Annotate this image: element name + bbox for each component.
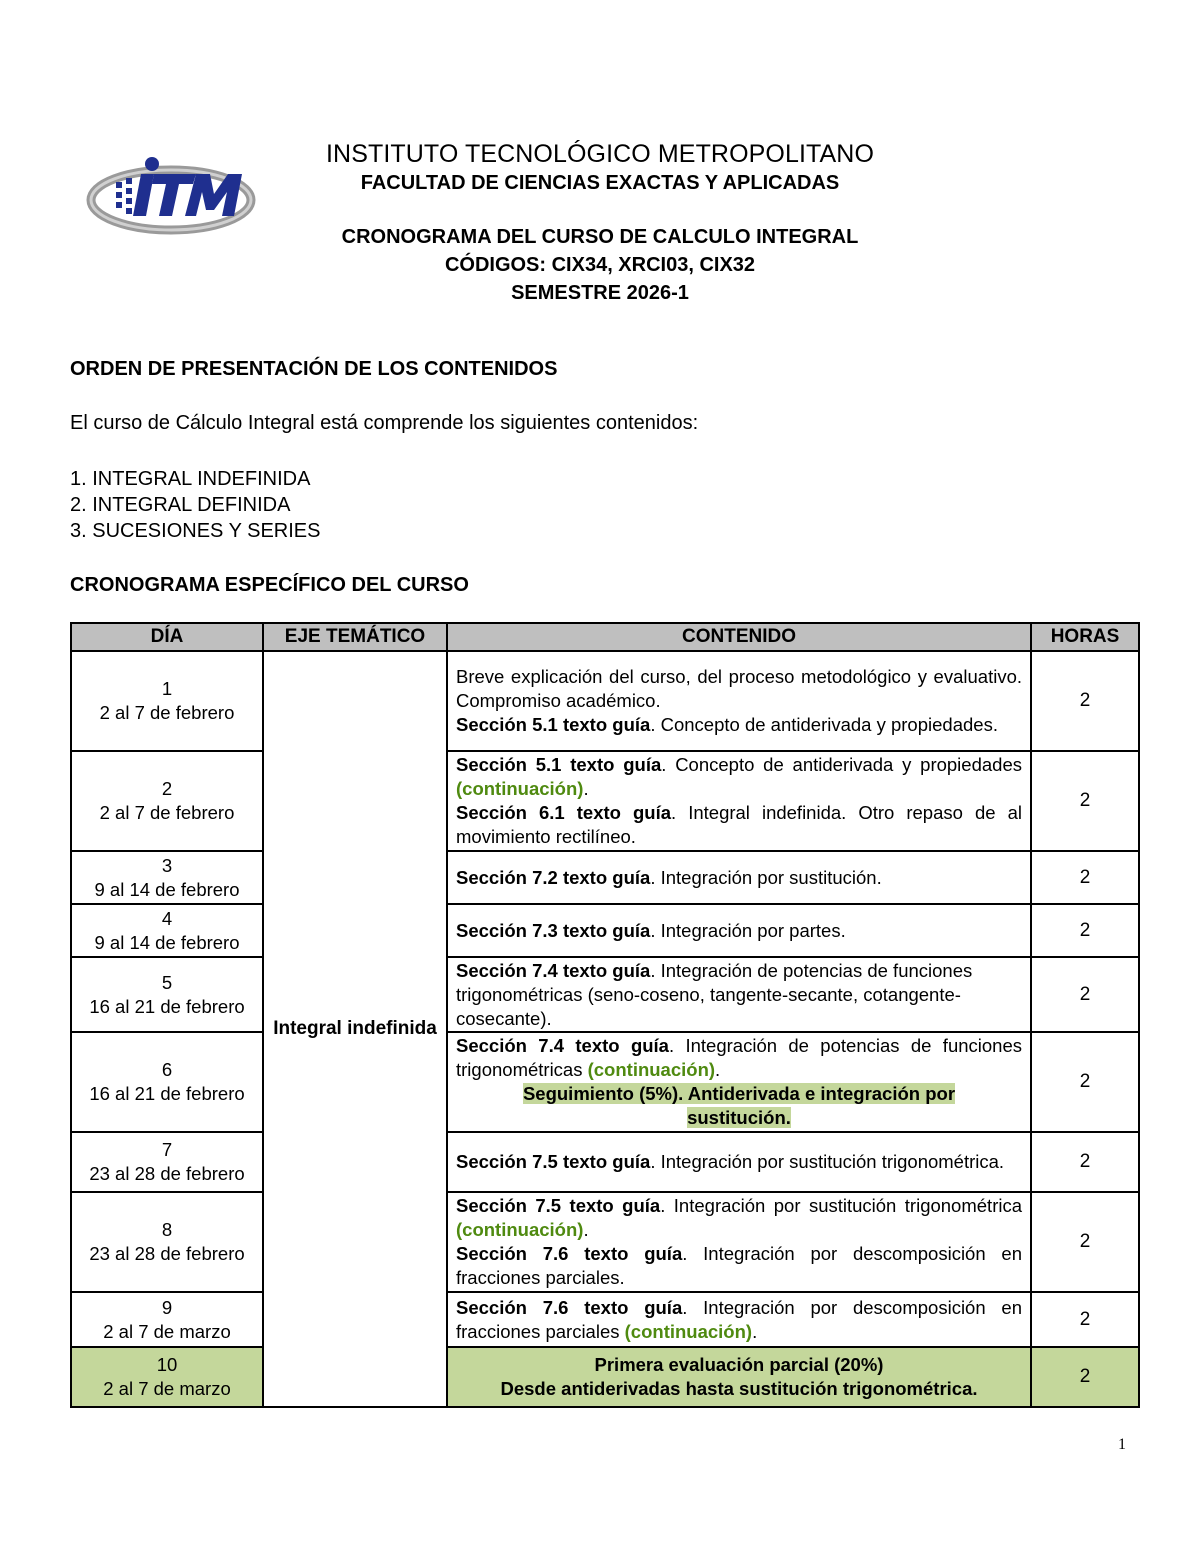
table-row (71, 1132, 1139, 1192)
list-item: 3. SUCESIONES Y SERIES (70, 520, 321, 542)
day-dates: 2 al 7 de marzo (103, 1378, 231, 1399)
day-dates: 9 al 14 de febrero (94, 931, 240, 953)
table-row (71, 957, 1139, 1032)
day-cell (71, 1292, 263, 1347)
course-title: CRONOGRAMA DEL CURSO DE CALCULO INTEGRAL (341, 226, 859, 248)
hours-cell: 2 (1031, 904, 1139, 957)
section-ref: Sección 7.6 texto guía (456, 1243, 683, 1264)
section-ref: Sección 7.5 texto guía (456, 1195, 661, 1216)
day-cell (71, 1192, 263, 1292)
intro-text: El curso de Cálculo Integral está comprende los siguientes contenidos: (70, 412, 699, 434)
content-text: . Integración por descomposición en fracciones parciales (456, 1296, 1022, 1342)
day-dates: 23 al 28 de febrero (89, 1163, 245, 1184)
section-ref: Sección 7.5 texto guía (456, 1151, 651, 1172)
hours-cell: 2 (1031, 957, 1139, 1032)
content-text: . Concepto de antiderivada y propiedades. (650, 714, 998, 735)
section-ref: Sección 7.4 texto guía (456, 1035, 669, 1056)
header-dia: DÍA (71, 623, 263, 651)
section-ref: Sección 7.2 texto guía (456, 866, 651, 888)
schedule-table (70, 622, 1140, 1408)
table-row (71, 1347, 1139, 1407)
day-cell (71, 651, 263, 751)
faculty-name: FACULTAD DE CIENCIAS EXACTAS Y APLICADAS (360, 172, 840, 194)
day-cell (71, 904, 263, 957)
section-ref: Sección 7.3 texto guía (456, 919, 651, 941)
content-cell: Sección 7.4 texto guía. Integración de potencias de funciones trigonométricas (continuación). Seguimiento (5%). Antiderivada e integración por sustitución. (447, 1032, 1031, 1132)
hours-cell: 2 (1031, 1347, 1139, 1407)
content-text: . Integración por sustitución trigonométrica (660, 1195, 1022, 1216)
section-ref: Sección 6.1 texto guía (456, 802, 672, 823)
course-codes: CÓDIGOS: CIX34, XRCI03, CIX32 (444, 254, 756, 276)
day-cell (71, 851, 263, 904)
eje-tematico-cell: Integral indefinida (263, 651, 447, 1407)
header-eje: EJE TEMÁTICO (263, 623, 447, 651)
content-text: . Integración por descomposición en fracciones parciales. (456, 1243, 1022, 1288)
content-cell: Sección 7.6 texto guía. Integración por descomposición en fracciones parciales (continuación). (447, 1292, 1031, 1347)
content-text: . Concepto de antiderivada y propiedades (661, 754, 1022, 775)
hours-cell: 2 (1031, 1292, 1139, 1347)
continuation-label: (continuación) (456, 1219, 584, 1240)
hours-cell: 2 (1031, 1132, 1139, 1192)
day-cell (71, 1347, 263, 1407)
day-cell (71, 751, 263, 851)
hours-cell: 2 (1031, 1192, 1139, 1292)
content-text: . Integración de potencias de funciones trigonométricas (seno-coseno, tangente-secante, cotangente-cosecante). (456, 959, 973, 1029)
day-number: 1 (161, 678, 173, 699)
day-number: 8 (161, 1219, 173, 1240)
day-cell (71, 1032, 263, 1132)
day-number: 7 (161, 1139, 173, 1160)
content-cell (447, 1347, 1031, 1407)
contents-list (70, 466, 320, 544)
table-row (71, 904, 1139, 957)
day-dates: 2 al 7 de febrero (99, 702, 235, 723)
section-title-orden: ORDEN DE PRESENTACIÓN DE LOS CONTENIDOS (70, 358, 558, 380)
list-item: 1. INTEGRAL INDEFINIDA (70, 468, 311, 490)
section-ref: Sección 7.4 texto guía (456, 959, 651, 981)
content-text: . Integral indefinida. Otro repaso de al movimiento rectilíneo. (456, 802, 1022, 847)
table-row (71, 851, 1139, 904)
table-header-row (71, 623, 1139, 651)
content-text: . Integración por sustitución trigonométrica. (650, 1151, 1005, 1172)
evaluation-title: Primera evaluación parcial (20%) (594, 1354, 884, 1375)
day-dates: 23 al 28 de febrero (89, 1243, 245, 1264)
content-text: . Integración por sustitución. (650, 866, 882, 888)
day-dates: 16 al 21 de febrero (89, 1083, 245, 1104)
section-ref: Sección 7.6 texto guía (456, 1296, 683, 1318)
hours-cell: 2 (1031, 851, 1139, 904)
day-cell (71, 1132, 263, 1192)
content-cell (447, 1132, 1031, 1192)
content-cell: Sección 7.5 texto guía. Integración por sustitución trigonométrica (continuación). Sección 7.6 texto guía. Integración por descomposición en fracciones parciales. (447, 1192, 1031, 1292)
continuation-label: (continuación) (624, 1320, 753, 1342)
day-number: 5 (161, 971, 173, 993)
day-dates: 2 al 7 de marzo (103, 1320, 231, 1342)
day-dates: 16 al 21 de febrero (89, 995, 245, 1017)
content-cell: Sección 5.1 texto guía. Concepto de antiderivada y propiedades (continuación). Sección 6.1 texto guía. Integral indefinida. Otro repaso de al movimiento rectilíneo. (447, 751, 1031, 851)
hours-cell: 2 (1031, 751, 1139, 851)
header-horas: HORAS (1031, 623, 1139, 651)
page-number: 1 (1118, 1436, 1126, 1453)
day-number: 9 (161, 1296, 173, 1318)
content-text: . Integración de potencias de funciones trigonométricas (456, 1035, 1022, 1080)
day-number: 3 (161, 854, 173, 876)
day-dates: 2 al 7 de febrero (99, 802, 235, 823)
content-cell (447, 651, 1031, 751)
highlighted-evaluation: Seguimiento (5%). Antiderivada e integración por sustitución. (522, 1083, 956, 1128)
table-row (71, 651, 1139, 751)
institution-name: INSTITUTO TECNOLÓGICO METROPOLITANO (326, 140, 874, 168)
content-text: . Integración por partes. (650, 919, 846, 941)
continuation-label: (continuación) (456, 778, 584, 799)
list-item: 2. INTEGRAL DEFINIDA (70, 494, 291, 516)
evaluation-scope: Desde antiderivadas hasta sustitución trigonométrica. (500, 1378, 978, 1399)
content-text: Breve explicación del curso, del proceso metodológico y evaluativo. Compromiso académico. (456, 666, 1022, 711)
section-title-cronograma: CRONOGRAMA ESPECÍFICO DEL CURSO (70, 574, 469, 596)
header-contenido: CONTENIDO (447, 623, 1031, 651)
table-row (71, 1032, 1139, 1132)
day-number: 6 (161, 1059, 173, 1080)
content-cell (447, 904, 1031, 957)
day-cell (71, 957, 263, 1032)
content-cell (447, 957, 1031, 1032)
section-ref: Sección 5.1 texto guía (456, 754, 662, 775)
table-row (71, 1192, 1139, 1292)
section-ref: Sección 5.1 texto guía (456, 714, 651, 735)
day-dates: 9 al 14 de febrero (94, 878, 240, 900)
content-cell (447, 851, 1031, 904)
day-number: 4 (161, 907, 173, 929)
day-number: 2 (161, 778, 173, 799)
table-row (71, 1292, 1139, 1347)
day-number: 10 (156, 1354, 178, 1375)
continuation-label: (continuación) (587, 1059, 716, 1080)
hours-cell: 2 (1031, 1032, 1139, 1132)
hours-cell: 2 (1031, 651, 1139, 751)
table-row (71, 751, 1139, 851)
semester: SEMESTRE 2026-1 (511, 282, 689, 304)
